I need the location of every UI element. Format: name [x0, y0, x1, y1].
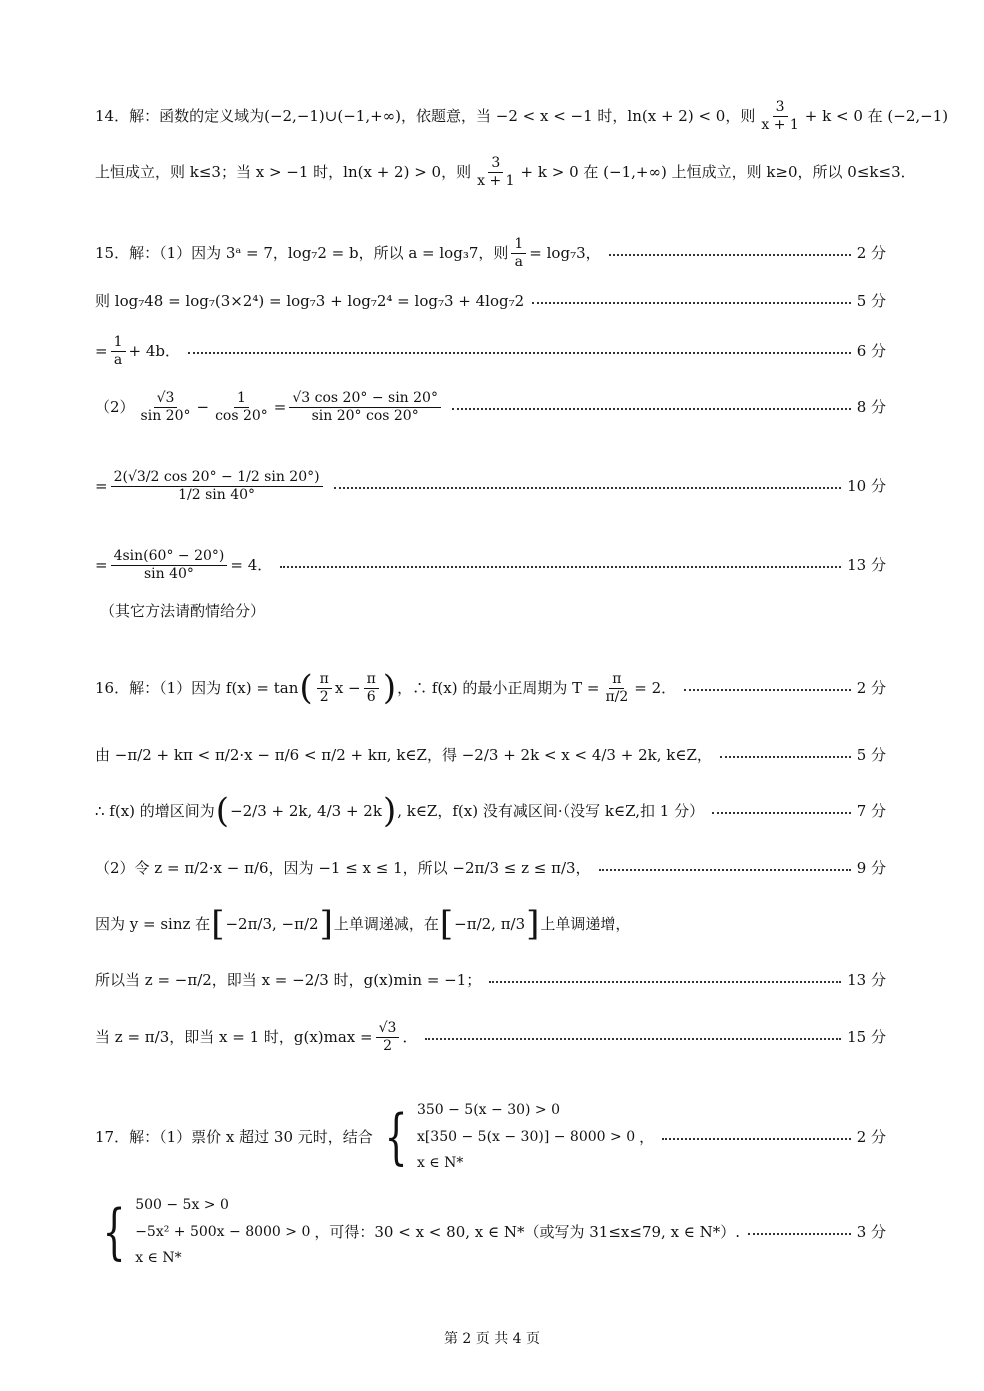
score-mark: 13 分 [847, 555, 886, 574]
bracket-open: [ [439, 904, 454, 944]
score-mark: 9 分 [856, 858, 886, 877]
score-mark: 8 分 [856, 397, 886, 416]
grading-note: （其它方法请酌情给分） [100, 602, 266, 620]
q14-line2-text-b: + k > 0 在 (−1,+∞) 上恒成立，则 k≥0，所以 0≤k≤3． [520, 162, 916, 181]
q16-line-5 [95, 904, 886, 944]
numerator: 1 [511, 236, 526, 254]
q14-line-1 [95, 96, 949, 136]
equals-sign: = [273, 397, 287, 416]
q16-l3-text-a: ∴ f(x) 的增区间为 [95, 801, 215, 820]
denominator: 2 [319, 688, 329, 705]
q16-l6-text: 所以当 z = −π/2，即当 x = −2/3 时，g(x)min = −1； [95, 970, 482, 989]
equation-system-2 [95, 1192, 310, 1272]
q16-l2-text: 由 −π/2 + kπ < π/2·x − π/6 < π/2 + kπ, k∈Z，得 −2/3 + 2k < x < 4/3 + 2k, k∈Z， [95, 745, 712, 764]
numerator: 3 [488, 155, 503, 173]
q16-l5-text-b: 上单调递减，在 [333, 914, 439, 933]
q16-l1-text-c: = 2． [634, 678, 677, 697]
numerator: √3 [154, 390, 178, 408]
fraction [289, 390, 441, 425]
q15-line-4 [95, 387, 886, 427]
q16-line-7 [95, 1017, 886, 1057]
fraction [602, 671, 631, 706]
denominator: x + 1 [477, 172, 515, 189]
fraction [376, 1020, 400, 1055]
score-mark: 2 分 [856, 243, 886, 262]
leader-dots [489, 981, 841, 983]
q16-l5-interval-1: −2π/3, −π/2 [225, 914, 319, 933]
fraction [511, 236, 526, 271]
q16-line-2 [95, 735, 886, 775]
q14-line1-text-b: + k < 0 在 (−2,−1) [804, 106, 949, 125]
q17-line-1 [95, 1102, 886, 1172]
numerator: 1 [111, 334, 126, 352]
q15-line-5 [95, 466, 886, 506]
q15-l1-text-a: 15．解：（1）因为 3ᵃ = 7，log₇2 = b，所以 a = log₃7，则 [95, 243, 509, 262]
q16-l5-interval-2: −π/2, π/3 [454, 914, 526, 933]
q15-l3-eq: = [95, 341, 108, 360]
numerator: √3 cos 20° − sin 20° [289, 390, 441, 408]
paren-open: ( [299, 668, 313, 708]
q15-l4-label: （2） [95, 397, 135, 416]
q15-l6-text-b: = 4． [230, 555, 273, 574]
numerator: 4sin(60° − 20°) [111, 548, 228, 566]
equation-system-1 [377, 1097, 635, 1177]
q15-line-1 [95, 233, 886, 273]
system-row: 500 − 5x > 0 [135, 1197, 229, 1214]
q14-line1-text-a: 14．解：函数的定义域为(−2,−1)∪(−1,+∞)，依题意，当 −2 < x < −1 时，ln(x + 2) < 0，则 [95, 106, 756, 125]
leader-dots [452, 408, 851, 410]
q16-l5-text-a: 因为 y = sinz 在 [95, 914, 211, 933]
q17-l1-text-a: 17．解：（1）票价 x 超过 30 元时，结合 [95, 1127, 373, 1146]
leader-dots [334, 487, 842, 489]
fraction [758, 99, 801, 134]
denominator: 2 [383, 1037, 392, 1054]
leader-dots [532, 302, 851, 304]
q16-line-4 [95, 848, 886, 888]
score-mark: 2 分 [856, 678, 886, 697]
leader-dots [599, 869, 851, 871]
bracket-close: ] [319, 904, 333, 944]
paren-close: ) [382, 791, 397, 831]
denominator: x + 1 [761, 116, 799, 133]
denominator: a [113, 351, 123, 368]
q16-l4-text: （2）令 z = π/2·x − π/6，因为 −1 ≤ x ≤ 1，所以 −2π/3 ≤ z ≤ π/3， [95, 858, 591, 877]
q16-l3-text-b: , k∈Z，f(x) 没有减区间·（没写 k∈Z,扣 1 分） [397, 801, 705, 820]
q16-l7-text-b: ． [402, 1027, 418, 1046]
numerator: 1 [234, 390, 249, 408]
bracket-close: ] [526, 904, 540, 944]
q16-l1-x: x − [334, 678, 361, 697]
q15-line-3 [95, 331, 886, 371]
system-row: x ∈ N* [416, 1155, 464, 1172]
score-mark: 10 分 [847, 476, 886, 495]
denominator: cos 20° [215, 407, 268, 424]
score-mark: 13 分 [847, 970, 886, 989]
fraction [111, 548, 228, 583]
denominator: 1/2 sin 40° [178, 486, 256, 503]
numerator: π [364, 671, 379, 689]
system-row: x ∈ N* [135, 1250, 182, 1267]
minus-sign: − [196, 397, 210, 416]
q16-l1-text-a: 16．解：（1）因为 f(x) = tan [95, 678, 299, 697]
paren-open: ( [215, 791, 230, 831]
denominator: 6 [366, 688, 376, 705]
brace: { [102, 1197, 126, 1267]
score-mark: 5 分 [856, 745, 886, 764]
system-row: 350 − 5(x − 30) > 0 [416, 1102, 561, 1119]
denominator: sin 40° [143, 565, 194, 582]
score-mark: 2 分 [856, 1127, 886, 1146]
system-row: x[350 − 5(x − 30)] − 8000 > 0 [416, 1128, 636, 1145]
q16-line-6 [95, 960, 886, 1000]
q14-line-2 [95, 152, 916, 192]
numerator: √3 [376, 1020, 400, 1038]
fraction [474, 155, 517, 190]
leader-dots [748, 1233, 851, 1235]
q16-l1-text-b: ，∴ f(x) 的最小正周期为 T = [397, 678, 600, 697]
q15-l2-text: 则 log₇48 = log₇(3×2⁴) = log₇3 + log₇2⁴ = log₇3 + 4log₇2 [95, 291, 525, 310]
brace: { [384, 1102, 408, 1172]
score-mark: 6 分 [856, 341, 886, 360]
q17-l2-text-b: ，可得：30 < x < 80, x ∈ N*（或写为 31≤x≤79, x ∈ N*）. [314, 1222, 741, 1241]
q15-l3-text-b: + 4b． [128, 341, 180, 360]
q17-line-2 [95, 1197, 886, 1267]
numerator: π [609, 671, 624, 689]
q15-l1-text-b: = log₇3， [529, 243, 601, 262]
q15-line-6 [95, 545, 886, 585]
bracket-open: [ [211, 904, 225, 944]
page-footer: 第 2 页 共 4 页 [443, 1331, 541, 1347]
equals-sign: = [95, 555, 108, 574]
score-mark: 3 分 [856, 1222, 886, 1241]
q16-l7-text-a: 当 z = π/3，即当 x = 1 时，g(x)max = [95, 1027, 373, 1046]
leader-dots [609, 254, 851, 256]
denominator: a [514, 253, 524, 270]
system-row: −5x² + 500x − 8000 > 0 [135, 1223, 311, 1240]
q17-l1-text-b: ， [639, 1127, 655, 1146]
q16-line-3 [95, 791, 886, 831]
q16-l5-text-c: 上单调递增， [540, 914, 631, 933]
score-mark: 15 分 [847, 1027, 886, 1046]
paren-close: ) [382, 668, 397, 708]
leader-dots [188, 352, 851, 354]
q16-l3-interval: −2/3 + 2k, 4/3 + 2k [230, 801, 382, 820]
leader-dots [712, 812, 851, 814]
denominator: sin 20° [140, 407, 191, 424]
leader-dots [280, 566, 841, 568]
score-mark: 5 分 [856, 291, 886, 310]
denominator: sin 20° cos 20° [311, 407, 419, 424]
leader-dots [684, 689, 851, 691]
fraction [138, 390, 194, 425]
leader-dots [425, 1038, 841, 1040]
fraction [317, 671, 332, 706]
numerator: 2(√3/2 cos 20° − 1/2 sin 20°) [111, 469, 323, 487]
leader-dots [720, 756, 851, 758]
q16-line-1 [95, 668, 886, 708]
numerator: 3 [773, 99, 788, 117]
equals-sign: = [95, 476, 108, 495]
numerator: π [317, 671, 332, 689]
q15-line-2 [95, 281, 886, 321]
fraction [111, 334, 126, 369]
q14-line2-text-a: 上恒成立，则 k≤3；当 x > −1 时，ln(x + 2) > 0，则 [95, 162, 472, 181]
fraction [212, 390, 271, 425]
score-mark: 7 分 [856, 801, 886, 820]
denominator: π/2 [605, 688, 629, 705]
fraction [111, 469, 323, 504]
leader-dots [662, 1138, 851, 1140]
fraction [364, 671, 379, 706]
